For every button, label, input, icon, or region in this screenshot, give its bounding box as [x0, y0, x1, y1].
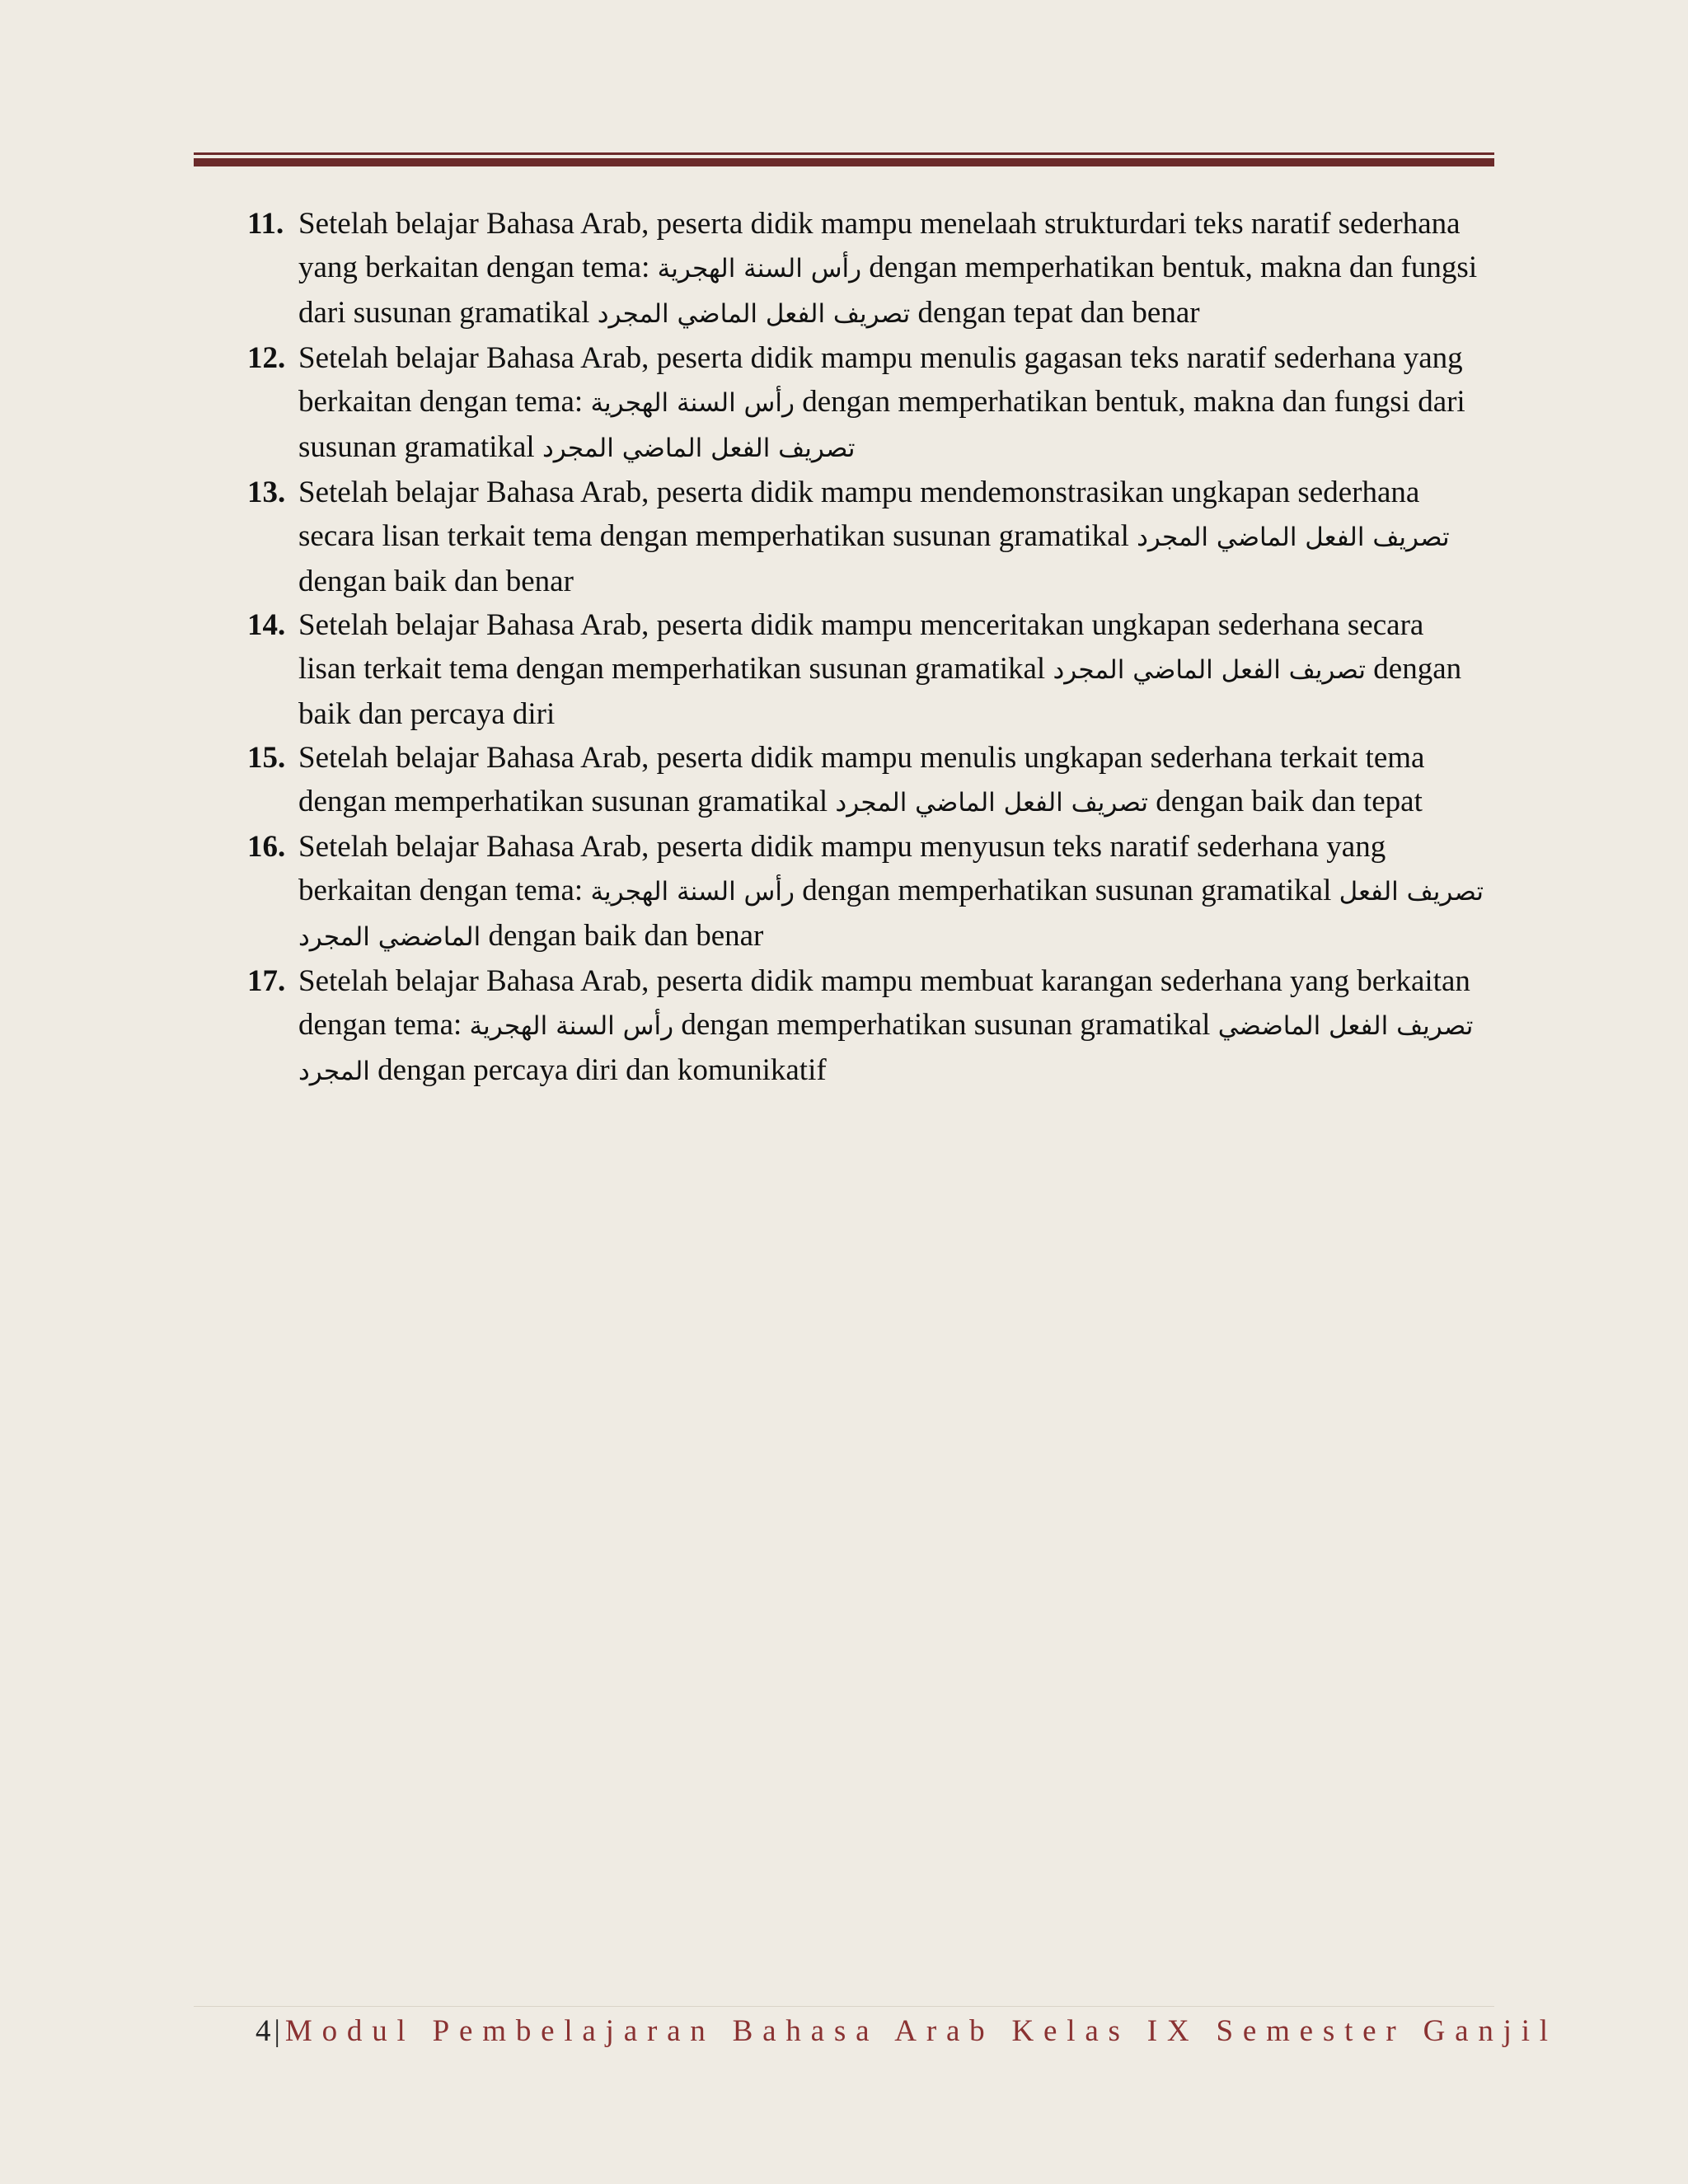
arabic-grammar-term: تصريف الفعل الماضي المجرد	[597, 299, 911, 329]
page-footer	[256, 2011, 1558, 2052]
objective-item-17	[247, 959, 1484, 1094]
objective-text: Setelah belajar Bahasa Arab, peserta didik mampu menelaah strukturdari teks naratif sederhana yang berkaitan dengan tema:	[298, 207, 1461, 284]
objective-text: Setelah belajar Bahasa Arab, peserta didik mampu menulis gagasan teks naratif sederhana yang berkaitan dengan tema:	[298, 341, 1463, 419]
objective-number: 14.	[247, 608, 286, 642]
arabic-grammar-term: تصريف الفعل الماضضي المجرد	[298, 1011, 1474, 1086]
objective-text: dengan baik dan benar	[481, 919, 764, 953]
objective-text: dengan tepat dan benar	[910, 296, 1200, 330]
header-rule-thin	[194, 152, 1494, 155]
page-number: 4	[256, 2014, 271, 2048]
arabic-theme: رأس السنة الهجرية	[590, 877, 795, 907]
objective-text: dengan baik dan tepat	[1147, 785, 1423, 818]
objective-text: Setelah belajar Bahasa Arab, peserta didik mampu membuat karangan sederhana yang berkaitan dengan tema:	[298, 964, 1470, 1042]
arabic-grammar-term: تصريف الفعل الماضي المجرد	[1137, 523, 1450, 552]
objective-text: dengan memperhatikan susunan gramatikal	[794, 874, 1339, 907]
arabic-grammar-term: تصريف الفعل الماضي المجرد	[542, 434, 856, 463]
learning-objectives-list	[247, 202, 1484, 1094]
footer-separator: |	[274, 2014, 280, 2048]
objective-number: 17.	[247, 964, 286, 998]
objective-item-15	[247, 736, 1484, 825]
arabic-theme: رأس السنة الهجرية	[590, 388, 795, 418]
header-rule-thick	[194, 158, 1494, 166]
objective-number: 13.	[247, 476, 286, 509]
footer-rule	[194, 2006, 1494, 2007]
objective-text: dengan percaya diri dan komunikatif	[369, 1053, 827, 1087]
objective-text: Setelah belajar Bahasa Arab, peserta didik mampu menyusun teks naratif sederhana yang berkaitan dengan tema:	[298, 830, 1386, 907]
objective-number: 12.	[247, 341, 286, 375]
objective-item-11	[247, 202, 1484, 336]
arabic-theme: رأس السنة الهجرية	[469, 1011, 674, 1041]
objective-item-16	[247, 825, 1484, 959]
objective-number: 16.	[247, 830, 286, 864]
objective-number: 11.	[247, 207, 284, 241]
arabic-grammar-term: تصريف الفعل الماضي المجرد	[835, 788, 1148, 818]
arabic-grammar-term: تصريف الفعل الماضي المجرد	[1053, 655, 1367, 685]
objective-item-12	[247, 336, 1484, 471]
objective-text: dengan memperhatikan bentuk, makna dan fungsi dari susunan gramatikal	[298, 385, 1465, 464]
objective-text: Setelah belajar Bahasa Arab, peserta didik mampu menceritakan ungkapan sederhana secara lisan terkait tema dengan memperhatikan susunan gramatikal	[298, 608, 1424, 686]
objective-text: dengan memperhatikan bentuk, makna dan fungsi dari susunan gramatikal	[298, 251, 1478, 330]
objective-item-14	[247, 603, 1484, 736]
arabic-theme: رأس السنة الهجرية	[657, 254, 862, 284]
objective-item-13	[247, 471, 1484, 603]
objective-text: Setelah belajar Bahasa Arab, peserta didik mampu menulis ungkapan sederhana terkait tema dengan memperhatikan susunan gramatikal	[298, 741, 1425, 818]
footer-title: Modul Pembelajaran Bahasa Arab Kelas IX Semester Ganjil	[284, 2014, 1558, 2048]
objective-text: dengan baik dan benar	[298, 565, 574, 598]
arabic-grammar-term: تصريف الفعل الماضضي المجرد	[298, 877, 1484, 952]
objective-text: dengan baik dan percaya diri	[298, 652, 1462, 731]
objective-text: dengan memperhatikan susunan gramatikal	[673, 1008, 1218, 1042]
objective-number: 15.	[247, 741, 286, 775]
objective-text: Setelah belajar Bahasa Arab, peserta didik mampu mendemonstrasikan ungkapan sederhana secara lisan terkait tema dengan memperhatikan susunan gramatikal	[298, 476, 1420, 553]
